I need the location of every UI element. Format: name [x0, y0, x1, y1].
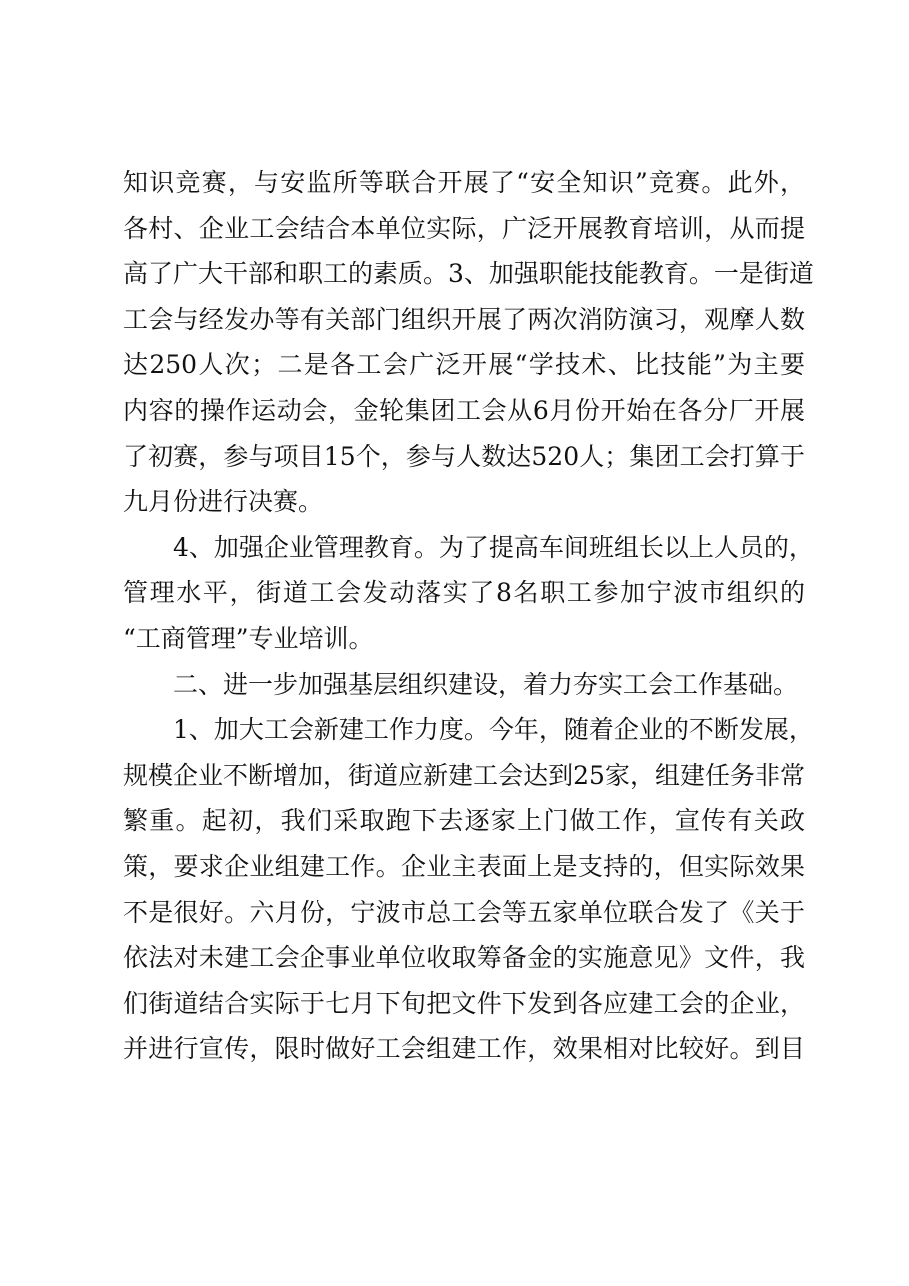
text-line: 了初赛，参与项目15个，参与人数达520人；集团工会打算于 [123, 441, 805, 471]
text-line: 们街道结合实际于七月下旬把文件下发到各应建工会的企业， [123, 988, 805, 1018]
text-line: 内容的操作运动会，金轮集团工会从6月份开始在各分厂开展 [123, 395, 805, 425]
text-line: 1、加大工会新建工作力度。今年，随着企业的不断发展， [173, 715, 814, 745]
text-line: 达250人次；二是各工会广泛开展“学技术、比技能”为主要 [123, 350, 805, 380]
text-line: 管理水平，街道工会发动落实了8名职工参加宁波市组织的 [123, 578, 805, 608]
text-line: 规模企业不断增加，街道应新建工会达到25家，组建任务非常 [123, 760, 805, 790]
text-line: 高了广大干部和职工的素质。3、加强职能技能教育。一是街道 [123, 259, 814, 289]
text-line: 不是很好。六月份，宁波市总工会等五家单位联合发了《关于 [123, 897, 805, 927]
text-line: 各村、企业工会结合本单位实际，广泛开展教育培训，从而提 [123, 213, 805, 243]
text-line: 策，要求企业组建工作。企业主表面上是支持的，但实际效果 [123, 851, 805, 881]
text-line: 工会与经发办等有关部门组织开展了两次消防演习，观摩人数 [123, 304, 805, 334]
text-line: 知识竞赛，与安监所等联合开展了“安全知识”竞赛。此外， [123, 168, 805, 197]
text-line: “工商管理”专业培训。 [123, 623, 374, 653]
text-line: 4、加强企业管理教育。为了提高车间班组长以上人员的， [173, 532, 814, 562]
section-heading: 二、进一步加强基层组织建设，着力夯实工会工作基础。 [173, 669, 799, 699]
text-line: 九月份进行决赛。 [123, 487, 324, 517]
text-line: 并进行宣传，限时做好工会组建工作，效果相对比较好。到目 [123, 1034, 805, 1064]
document-body [123, 160, 814, 1072]
text-line: 繁重。起初，我们采取跑下去逐家上门做工作，宣传有关政 [123, 806, 805, 836]
text-line: 依法对未建工会企事业单位收取筹备金的实施意见》文件，我 [123, 943, 805, 973]
